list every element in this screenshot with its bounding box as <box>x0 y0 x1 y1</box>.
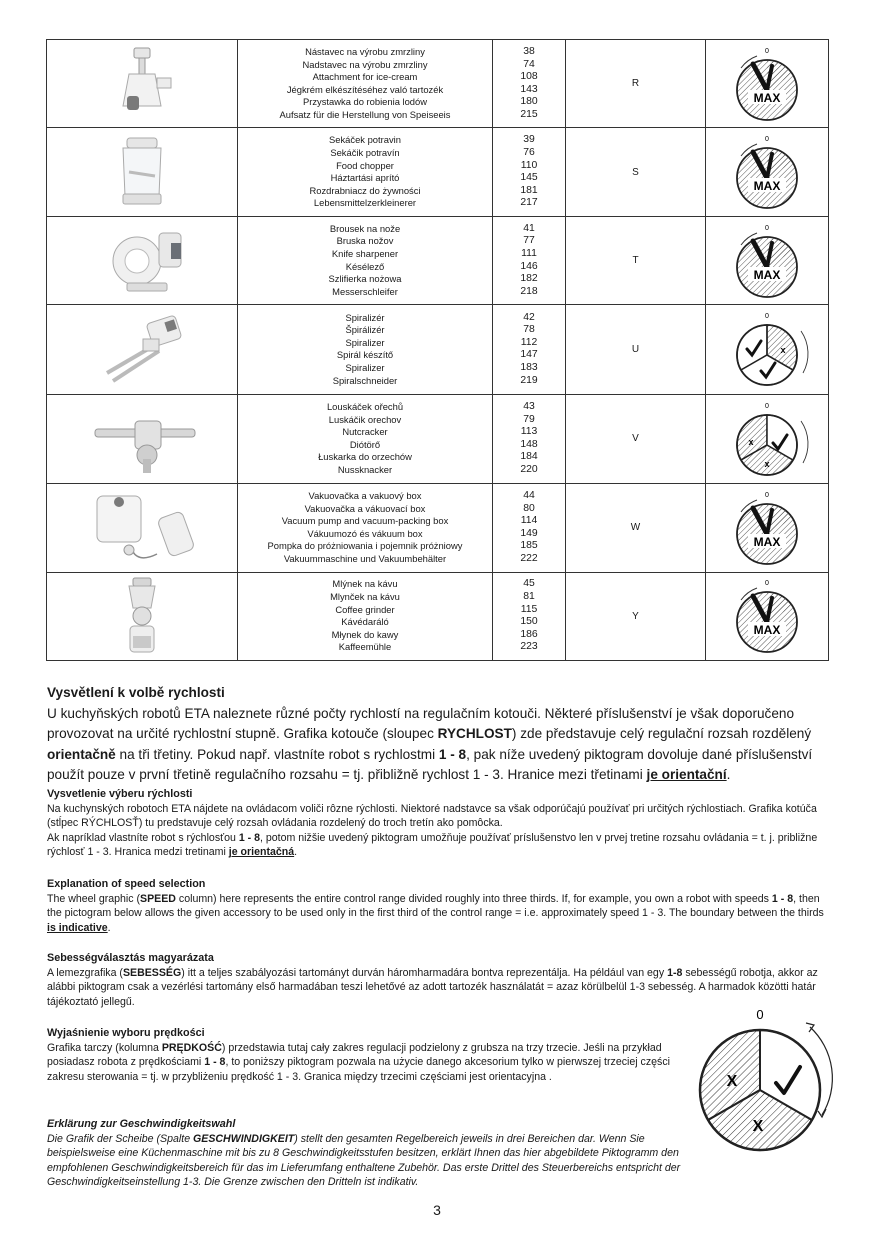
accessory-name: Lebensmittelzerkleinerer <box>313 197 417 209</box>
accessory-code: 218 <box>520 285 538 297</box>
accessory-image-cell <box>47 572 238 660</box>
accessory-names-cell <box>238 216 493 304</box>
accessory-code: 38 <box>523 45 535 57</box>
accessory-code: 222 <box>520 553 538 564</box>
accessory-code: 220 <box>520 464 538 476</box>
accessory-name: Nussknacker <box>337 464 393 476</box>
speed-dial-icon <box>717 221 817 301</box>
svg-text:MAX: MAX <box>753 179 781 194</box>
accessory-image-cell <box>47 305 238 394</box>
svg-text:0: 0 <box>765 224 769 232</box>
accessory-code: 147 <box>520 349 538 361</box>
cz-heading: Vysvětlení k volbě rychlosti <box>47 685 225 700</box>
vacuum-pump-image <box>67 488 217 568</box>
accessory-code: 76 <box>523 146 535 158</box>
accessory-code: 80 <box>523 502 535 514</box>
accessory-code: 81 <box>523 591 535 603</box>
accessory-code: 108 <box>520 71 538 83</box>
accessory-name: Spiralizer <box>345 362 385 374</box>
sk-heading: Vysvetlenie výberu rýchlosti <box>47 788 193 800</box>
speed-letter: U <box>566 305 706 394</box>
accessory-code: 43 <box>523 401 535 413</box>
speed-dial-cell <box>706 572 829 660</box>
speed-dial-legend-icon <box>690 1005 840 1155</box>
accessory-names-cell <box>238 40 493 128</box>
accessory-name: Sekáček potravin <box>329 134 401 146</box>
dial-x-mark-1: X <box>726 1073 738 1090</box>
svg-text:0: 0 <box>765 580 769 588</box>
speed-letter: T <box>566 216 706 304</box>
accessory-image-cell <box>47 394 238 483</box>
accessory-code: 143 <box>520 83 538 95</box>
accessory-names-cell <box>238 484 493 572</box>
svg-text:MAX: MAX <box>753 267 781 282</box>
accessory-name: Késélező <box>345 260 385 272</box>
accessory-image-cell <box>47 128 238 216</box>
accessory-code: 146 <box>520 260 538 272</box>
accessory-code: 114 <box>520 515 538 527</box>
accessory-name: Háztartási aprító <box>330 172 400 184</box>
accessory-code: 186 <box>520 628 538 640</box>
svg-text:0: 0 <box>765 136 769 144</box>
speed-letter: W <box>566 484 706 572</box>
accessory-name: Nástavec na výrobu zmrzliny <box>305 45 425 57</box>
speed-letter: V <box>566 394 706 483</box>
speed-dial-cell <box>706 394 829 483</box>
accessory-image-cell <box>47 484 238 572</box>
accessory-table <box>46 39 829 661</box>
speed-dial-icon <box>717 576 817 656</box>
accessory-row-T <box>47 216 829 304</box>
speed-dial-cell <box>706 128 829 216</box>
accessory-row-Y <box>47 572 829 660</box>
accessory-code: 115 <box>520 603 538 615</box>
hu-paragraph: A lemezgrafika (SEBESSÉG) itt a teljes szabályozási tartományt durván háromharmadára bontva reprezentálja. Ha például van egy 1-8 sebességű robotja, akkor az alábbi piktogram csak a vezérlési tartomány első harmadában teszi lehetővé az adott tartozék használatát = azaz körülbelül 1-3 sebesség. A harmadok közötti határ tájékoztató jellegű. <box>47 966 818 1008</box>
pl-paragraph: Grafika tarczy (kolumna PRĘDKOŚĆ) przedstawia tutaj cały zakres regulacji podzielony z grubsza na trzy trzecie. Jeśli na przykład posiadasz robota z prędkościami 1 - 8, to poniższy piktogram pozwala na użycie danego akcesorium tylko w pierwszej trzeciej części zakresu sterowania = tj. w przybliżeniu prędkość 1 - 3. Granica między trzecimi częściami jest orientacyjna . <box>47 1041 670 1083</box>
accessory-name: Młynek do kawy <box>331 628 399 640</box>
accessory-code: 217 <box>520 197 538 209</box>
accessory-row-V <box>47 394 829 483</box>
svg-text:x: x <box>780 345 786 356</box>
accessory-name: Szlifierka nożowa <box>328 273 402 285</box>
accessory-name: Mlýnek na kávu <box>332 578 398 590</box>
accessory-image-cell <box>47 40 238 128</box>
accessory-code: 45 <box>523 578 535 590</box>
svg-text:x: x <box>748 436 754 447</box>
accessory-code: 79 <box>523 413 535 425</box>
dial-zero-label: 0 <box>756 1007 764 1022</box>
svg-text:0: 0 <box>765 313 769 321</box>
hu-explanation <box>47 951 827 1009</box>
nutcracker-image <box>67 399 217 479</box>
accessory-code: 113 <box>520 426 538 438</box>
svg-text:MAX: MAX <box>753 90 781 105</box>
accessory-name: Brousek na nože <box>329 222 401 234</box>
hu-heading: Sebességválasztás magyarázata <box>47 952 214 964</box>
accessory-code: 74 <box>523 58 535 70</box>
accessory-row-R <box>47 40 829 128</box>
speed-letter: Y <box>566 572 706 660</box>
accessory-name: Aufsatz für die Herstellung von Speiseeis <box>279 108 451 120</box>
accessory-code: 180 <box>520 96 538 108</box>
accessory-row-S <box>47 128 829 216</box>
accessory-names-cell <box>238 394 493 483</box>
accessory-name: Rozdrabniacz do żywności <box>309 184 421 196</box>
sk-paragraph: Na kuchynských robotoch ETA nájdete na ovládacom voliči rôzne rýchlosti. Niektoré nadstavce sa však odporúčajú používať pri určitých rýchlostiach. Grafika kotúča (stĺpec RÝCHLOSŤ) tu predstavuje celý rozsah ovládania rozdelený do troch tretín ako pomôcka. Ak napríklad vlastníte robot s rýchlosťou 1 - 8, potom nižšie uvedený piktogram umožňuje používať príslušenstvo len v prvej tretine rozsahu ovládania = t. j. približne rýchlosť 1 - 3. Hranica medzi tretinami je orientačná. <box>47 802 818 859</box>
accessory-name: Food chopper <box>336 159 394 171</box>
accessory-name: Spiralizér <box>345 311 385 323</box>
accessory-code: 42 <box>523 311 535 323</box>
accessory-code: 112 <box>520 336 538 348</box>
accessory-image-cell <box>47 216 238 304</box>
accessory-code: 39 <box>523 134 535 146</box>
accessory-name: Spirál készítő <box>336 349 394 361</box>
cz-paragraph: U kuchyňských robotů ETA naleznete různé počty rychlostí na regulačním kotouči. Některé příslušenství je však doporučeno provozovat na určité rychlostní stupně. Grafika kotouče (sloupec RYCHLOST) zde představuje celý regulační rozsah rozdělený orientačně na tři třetiny. Pokud např. vlastníte robot s rychlostmi 1 - 8, pak níže uvedený piktogram dovoluje dané příslušenství použít pouze v první třetině regulačního rozsahu = tj. přibližně rychlost 1 - 3. Hranice mezi třetinami je orientační. <box>47 705 813 782</box>
accessory-name: Jégkrém elkészítéséhez való tartozék <box>286 83 444 95</box>
en-paragraph: The wheel graphic (SPEED column) here represents the entire control range divided roughly into three thirds. If, for example, you own a robot with speeds 1 - 8, then the pictogram below allows the given accessory to be used only in the first third of the control range = i.e. approximately speed 1 - 3. The boundary between the thirds is indicative. <box>47 892 824 934</box>
accessory-row-U <box>47 305 829 394</box>
speed-dial-icon <box>717 44 817 124</box>
accessory-name: Vakuovačka a vakuový box <box>308 490 422 502</box>
dial-x-mark-2: X <box>752 1118 764 1135</box>
accessory-codes-cell <box>493 572 566 660</box>
svg-text:0: 0 <box>765 47 769 55</box>
accessory-name: Przystawka do robienia lodów <box>302 96 428 108</box>
accessory-codes-cell <box>493 305 566 394</box>
accessory-codes-cell <box>493 216 566 304</box>
accessory-name: Coffee grinder <box>335 603 395 615</box>
accessory-code: 223 <box>520 641 538 653</box>
knife-sharpener-image <box>67 221 217 301</box>
speed-letter: S <box>566 128 706 216</box>
accessory-code: 149 <box>520 527 538 539</box>
speed-dial-icon <box>717 132 817 212</box>
accessory-code: 78 <box>523 324 535 336</box>
de-explanation <box>47 1117 697 1190</box>
accessory-name: Vakuummaschine und Vakuumbehälter <box>283 553 447 564</box>
accessory-name: Mlynček na kávu <box>330 591 400 603</box>
accessory-row-W <box>47 484 829 572</box>
accessory-name: Louskáček ořechů <box>326 401 404 413</box>
accessory-name: Attachment for ice-cream <box>312 71 418 83</box>
speed-dial-cell <box>706 484 829 572</box>
accessory-codes-cell <box>493 40 566 128</box>
accessory-code: 184 <box>520 451 538 463</box>
accessory-code: 41 <box>523 222 535 234</box>
accessory-name: Łuskarka do orzechów <box>318 451 412 463</box>
accessory-codes-cell <box>493 394 566 483</box>
en-heading: Explanation of speed selection <box>47 878 206 890</box>
accessory-name: Vacuum pump and vacuum-packing box <box>281 515 449 527</box>
accessory-name: Messerschleifer <box>332 285 398 297</box>
en-explanation <box>47 877 827 935</box>
accessory-code: 77 <box>523 235 535 247</box>
speed-dial-cell <box>706 216 829 304</box>
accessory-name: Pompka do próżniowania i pojemnik próżniowy <box>267 540 463 552</box>
accessory-code: 219 <box>520 374 538 386</box>
accessory-code: 111 <box>521 247 537 259</box>
accessory-name: Nadstavec na výrobu zmrzliny <box>302 58 428 70</box>
speed-letter: R <box>566 40 706 128</box>
svg-text:MAX: MAX <box>753 534 781 549</box>
accessory-codes-cell <box>493 128 566 216</box>
accessory-name: Vákuumozó és vákuum box <box>307 527 423 539</box>
speed-dial-icon <box>717 309 817 389</box>
accessory-name: Kaffeemühle <box>338 641 392 653</box>
accessory-name: Nutcracker <box>342 426 388 438</box>
accessory-code: 110 <box>520 159 538 171</box>
accessory-code: 185 <box>520 540 538 552</box>
accessory-name: Spiralschneider <box>332 374 398 386</box>
cz-explanation <box>47 683 827 786</box>
accessory-code: 183 <box>520 362 538 374</box>
accessory-name: Diótörő <box>349 438 381 450</box>
pl-heading: Wyjaśnienie wyboru prędkości <box>47 1027 205 1039</box>
page-number: 3 <box>433 1202 441 1218</box>
accessory-code: 182 <box>520 273 538 285</box>
svg-text:x: x <box>764 458 770 469</box>
accessory-code: 148 <box>520 438 538 450</box>
accessory-codes-cell <box>493 484 566 572</box>
accessory-code: 215 <box>520 108 538 120</box>
speed-dial-cell <box>706 305 829 394</box>
accessory-name: Knife sharpener <box>331 247 399 259</box>
spiralizer-image <box>67 309 217 389</box>
sk-explanation <box>47 787 827 860</box>
svg-text:MAX: MAX <box>753 623 781 638</box>
accessory-name: Sekáčik potravín <box>330 146 400 158</box>
accessory-code: 44 <box>523 490 535 502</box>
accessory-name: Bruska nožov <box>336 235 394 247</box>
accessory-name: Kávédaráló <box>341 616 389 628</box>
de-heading: Erklärung zur Geschwindigkeitswahl <box>47 1118 236 1130</box>
ice-cream-attachment-image <box>67 44 217 124</box>
pl-explanation <box>47 1026 697 1084</box>
accessory-name: Luskáčik orechov <box>328 413 402 425</box>
coffee-grinder-image <box>67 576 217 656</box>
accessory-code: 181 <box>520 184 538 196</box>
accessory-name: Špirálizér <box>345 324 385 336</box>
accessory-names-cell <box>238 572 493 660</box>
de-paragraph: Die Grafik der Scheibe (Spalte GESCHWINDIGKEIT) stellt den gesamten Regelbereich jeweils in drei Bereichen dar. Wenn Sie beispielsweise eine Küchenmaschine mit bis zu 8 Geschwindigkeitsstufen besitzen, erklärt Ihnen das hier abgebildete Piktogramm den empfohlenen Geschwindigkeitsbereich für das im Lieferumfang enthaltene Zubehör. Das erste Drittel des Steuerbereichs entspricht der Geschwindigkeitseinstellung 1-3. Die Grenze zwischen den Dritteln ist indikativ. <box>47 1132 681 1189</box>
accessory-names-cell <box>238 305 493 394</box>
svg-text:0: 0 <box>765 491 769 499</box>
accessory-code: 150 <box>520 616 538 628</box>
speed-dial-icon <box>717 399 817 479</box>
speed-dial-icon <box>717 488 817 568</box>
accessory-code: 145 <box>520 172 538 184</box>
svg-text:0: 0 <box>765 402 769 410</box>
accessory-name: Spiralizer <box>345 336 385 348</box>
speed-dial-cell <box>706 40 829 128</box>
food-chopper-image <box>67 132 217 212</box>
accessory-names-cell <box>238 128 493 216</box>
accessory-name: Vakuovačka a vákuovací box <box>304 502 426 514</box>
